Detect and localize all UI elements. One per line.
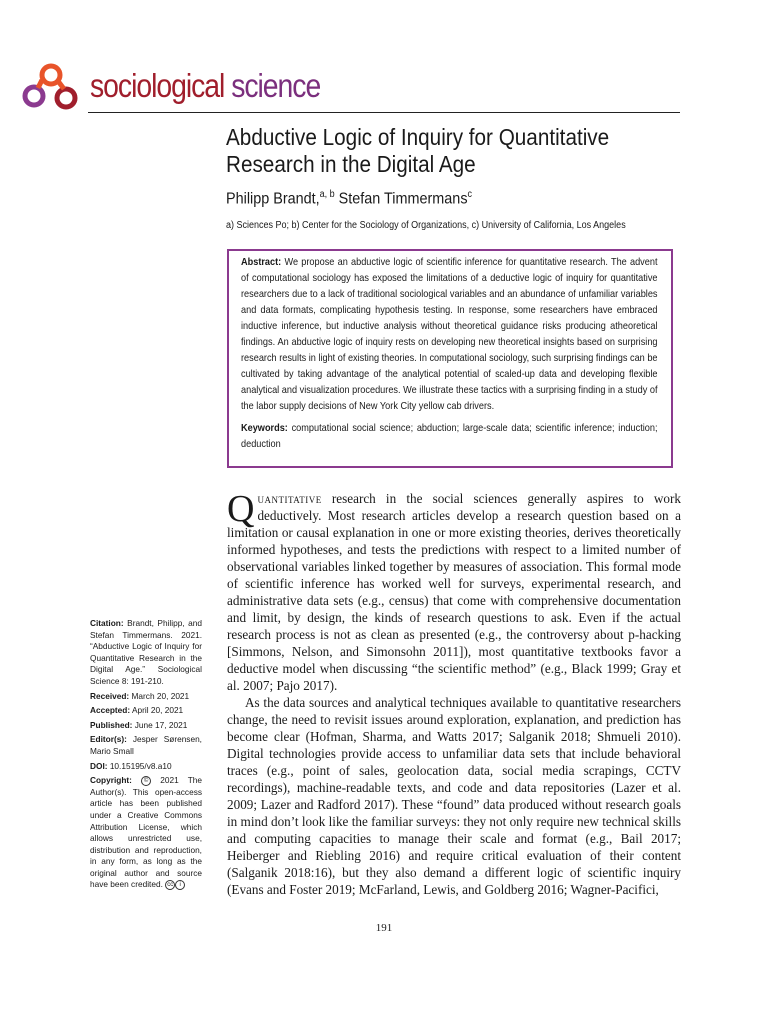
copyright-label: Copyright: xyxy=(90,775,132,786)
article-title: Abductive Logic of Inquiry for Quantitative Research in the Digital Age xyxy=(226,124,610,177)
accepted-date xyxy=(90,705,202,717)
journal-logo xyxy=(20,58,82,114)
editors-value: Jesper Sørensen, Mario Small xyxy=(90,734,202,756)
paragraph-1-text: research in the social sciences generally aspires to work deductively. Most research articles develop a research question based on a limitation or causal explanation in one or more existing theories, derives theoretically informed hypotheses, and tests the predictions with respect to a limited number of observational variables linked together by measures of association. This formal mode of scientific inference has worked well for surveys, experimental research, and administrative data sets (e.g., census) that come with comprehensive documentation and limit, by design, the kinds of research questions to ask. Even if the actual research process is not as clean as presented (e.g., the controversy about p-hacking [Simmons, Nelson, and Simonsohn 2011]), most quantitative textbooks favor a deductive model when discussing “the scientific method” (e.g., Black 1999; Gray et al. 2007; Pajo 2017). xyxy=(227,491,681,693)
received-label: Received: xyxy=(90,690,130,701)
abstract-content xyxy=(241,255,658,453)
affiliations: a) Sciences Po; b) Center for the Sociology of Organizations, c) University of California, Los Angeles xyxy=(226,220,626,231)
editors-label: Editor(s): xyxy=(90,734,127,745)
abstract-text: We propose an abductive logic of scientific inference for quantitative research. The advent of computational sociology has exposed the limitations of a deductive logic of inquiry for quantitative researchers due to a lack of traditional sociological variables and an abundance of unfamiliar variables and data formats, complicating hypothesis testing. In response, some researchers have embraced inductive inference, but inductive analysis without theoretical guidance risks producing atheoretical findings. An abductive logic of inquiry rests on developing new theoretical insights based on surprising research results in light of existing theories. In computational sociology, such surprising findings can be cultivated by taking advantage of the analytical potential of scaled-up data and developing flexible analytical and visualization procedures. We illustrate these tactics with a surprising finding in a study of the labor supply decisions of New York City yellow cab drivers. xyxy=(241,257,658,412)
citation xyxy=(90,618,202,688)
accepted-label: Accepted: xyxy=(90,705,131,716)
keywords-text: computational social science; abduction; large-scale data; scientific inference; induction; deduction xyxy=(241,423,658,450)
citation-label: Citation: xyxy=(90,618,124,628)
abstract-box xyxy=(227,249,673,468)
author-1: Philipp Brandt, xyxy=(226,190,320,208)
abstract-paragraph xyxy=(241,255,658,415)
journal-name-word1: sociological xyxy=(90,67,225,104)
journal-name xyxy=(90,64,320,108)
keywords xyxy=(241,421,658,453)
doi xyxy=(90,761,202,773)
published-value: June 17, 2021 xyxy=(132,719,188,730)
cc-icon: cc xyxy=(167,882,174,889)
author-line xyxy=(226,184,472,210)
body-paragraph-1 xyxy=(227,490,681,694)
body-text xyxy=(227,490,681,898)
copyright xyxy=(90,775,202,891)
header-rule xyxy=(88,112,680,113)
journal-name-word2: science xyxy=(231,67,321,104)
drop-cap: Q xyxy=(227,488,255,530)
author-2-affil: c xyxy=(467,189,473,200)
article-info-sidebar xyxy=(90,618,202,894)
body-paragraph-2: As the data sources and analytical techniques available to quantitative researchers change, the need to revisit issues around exploration, explanation, and prediction has become clear (Hofman, Sharma, and Watts 2017; Salganik 2018; Shmueli 2010). Digital technologies provide access to unfamiliar data sets that include behavioral traces (e.g., point of sales, geolocation data, social media scrapings, CCTV recordings), machine-readable texts, and code and data repositories (Lazer et al. 2009; Lazer and Radford 2017). These “found” data produced without research goals in mind don’t look like the familiar surveys: they not only require new technical skills and computing capacities to manage their scale and format (e.g., Bail 2017; Heiberger and Riebling 2016) and require critical evaluation of their content (Salganik 2018:16), but they also demand a different logic of scientific inquiry (Evans and Foster 2019; McFarland, Lewis, and Goldberg 2016; Wagner-Pacifici, xyxy=(227,695,681,897)
author-1-affil: a, b xyxy=(319,189,335,200)
published-date xyxy=(90,720,202,732)
author-2: Stefan Timmermans xyxy=(334,190,468,208)
page-number: 191 xyxy=(375,922,393,934)
received-date xyxy=(90,691,202,703)
copyright-text: 2021 The Author(s). This open-access article has been published under a Creative Commons Attribution License, which allows unrestricted use, distribution and reproduction, in any form, as long as the original author and source have been credited. xyxy=(90,775,203,890)
doi-value[interactable]: 10.15195/v8.a10 xyxy=(107,760,172,771)
doi-label: DOI: xyxy=(90,760,108,771)
by-icon: i xyxy=(175,880,185,890)
citation-text: Brandt, Philipp, and Stefan Timmermans. 2021. “Abductive Logic of Inquiry for Quantitative Research in the Digital Age.” Sociological Science 8: 191-210. xyxy=(90,618,202,686)
accepted-value: April 20, 2021 xyxy=(130,705,184,716)
keywords-label: Keywords: xyxy=(241,423,288,434)
received-value: March 20, 2021 xyxy=(129,690,190,701)
lead-smallcaps: uantitative xyxy=(257,491,322,506)
copyright-symbol: © xyxy=(141,776,151,786)
abstract-label: Abstract: xyxy=(241,257,282,268)
published-label: Published: xyxy=(90,719,133,730)
editors xyxy=(90,734,202,757)
